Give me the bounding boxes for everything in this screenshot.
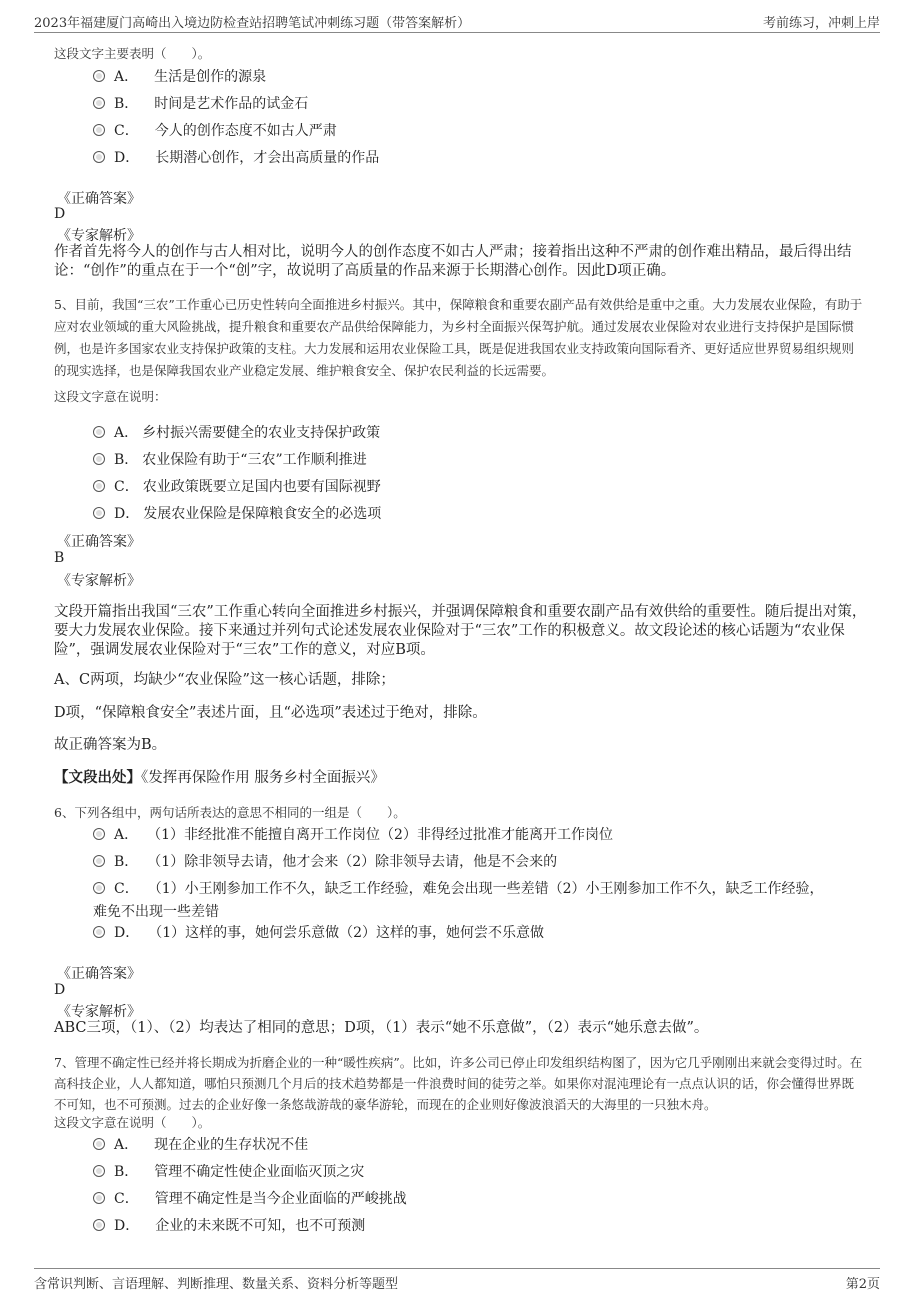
q7-option-d[interactable]: D． 企业的未来既不可知，也不可预测 — [93, 1215, 365, 1235]
q6-expert-label: 《专家解析》 — [57, 1004, 141, 1020]
q6-option-c-continued: 难免不出现一些差错 — [93, 904, 219, 920]
radio-icon[interactable] — [93, 1165, 105, 1177]
q7-stem: 这段文字意在说明（ ）。 — [54, 1115, 211, 1130]
radio-icon[interactable] — [93, 124, 105, 136]
q7-passage: 7、管理不确定性已经并将长期成为折磨企业的一种“暖性疾病”。比如，许多公司已停止印发组织结构图了，因为它几乎刚刚出来就会变得过时。在高科技企业，人人都知道，哪怕只预测几个月后的技术趋势都是一件浪费时间的徒劳之举。如果你对混沌理论有一点点认识的话，你会懂得世界既不可知，也不可预测。过去的企业好像一条悠哉游哉的豪华游轮，而现在的企业则好像波浪滔天的大海里的一只独木舟。 — [54, 1055, 863, 1112]
q5-analysis-p4: 故正确答案为B。 — [54, 737, 167, 753]
q7-option-a[interactable]: A． 现在企业的生存状况不佳 — [93, 1134, 308, 1154]
q5-option-c[interactable]: C． 农业政策既要立足国内也要有国际视野 — [93, 476, 381, 496]
q5-answer: B — [54, 550, 65, 566]
q6-option-c[interactable]: C． （1）小王刚参加工作不久，缺乏工作经验，难免会出现一些差错（2）小王刚参加工作不久，缺乏工作经验， — [93, 878, 824, 898]
radio-icon[interactable] — [93, 1192, 105, 1204]
radio-icon[interactable] — [93, 480, 105, 492]
header-slogan: 考前练习，冲刺上岸 — [762, 16, 880, 31]
radio-icon[interactable] — [93, 926, 105, 938]
q4-option-b[interactable]: B． 时间是艺术作品的试金石 — [93, 93, 308, 113]
q4-option-a[interactable]: A． 生活是创作的源泉 — [93, 66, 266, 86]
q6-option-b[interactable]: B． （1）除非领导去请，他才会来（2）除非领导去请，他是不会来的 — [93, 851, 557, 871]
radio-icon[interactable] — [93, 97, 105, 109]
q5-analysis-p3: D项，“保障粮食安全”表述片面，且“必选项”表述过于绝对，排除。 — [54, 705, 487, 721]
q5-analysis-p1: 文段开篇指出我国“三农”工作重心转向全面推进乡村振兴，并强调保障粮食和重要农副产品有效供给的重要性。随后提出对策，要大力发展农业保险。接下来通过并列句式论述发展农业保险对于“三农”工作的积极意义。故文段论述的核心话题为“农业保险”，强调发展农业保险对于“三农”工作的意义，对应B项。 — [54, 604, 867, 658]
q6-stem: 6、下列各组中，两句话所表达的意思不相同的一组是（ ）。 — [54, 805, 406, 820]
radio-icon[interactable] — [93, 1138, 105, 1150]
radio-icon[interactable] — [93, 1219, 105, 1231]
q5-expert-label: 《专家解析》 — [57, 573, 141, 589]
q7-option-c[interactable]: C． 管理不确定性是当今企业面临的严峻挑战 — [93, 1188, 407, 1208]
radio-icon[interactable] — [93, 828, 105, 840]
radio-icon[interactable] — [93, 151, 105, 163]
q5-source: 【文段出处】《发挥再保险作用 服务乡村全面振兴》 — [54, 769, 385, 786]
q4-stem: 这段文字主要表明（ ）。 — [54, 46, 211, 61]
q5-stem: 这段文字意在说明： — [54, 389, 167, 404]
q6-option-a[interactable]: A． （1）非经批准不能擅自离开工作岗位（2）非得经过批准才能离开工作岗位 — [93, 824, 613, 844]
footer-topics: 含常识判断、言语理解、判断推理、数量关系、资料分析等题型 — [34, 1277, 399, 1292]
q4-correct-label: 《正确答案》 — [57, 191, 141, 207]
radio-icon[interactable] — [93, 426, 105, 438]
q4-answer: D — [54, 206, 66, 222]
q5-passage: 5、目前，我国“三农”工作重心已历史性转向全面推进乡村振兴。其中，保障粮食和重要农副产品有效供给是重中之重。大力发展农业保险，有助于应对农业领域的重大风险挑战，提升粮食和重要农产品供给保障能力，为乡村全面振兴保驾护航。通过发展农业保险对农业进行支持保护是国际惯例，也是许多国家农业支持保护政策的支柱。大力发展和运用农业保险工具，既是促进我国农业支持政策向国际看齐、更好适应世界贸易组织规则的现实选择，也是保障我国农业产业稳定发展、维护粮食安全、保护农民利益的长远需要。 — [54, 297, 863, 378]
q4-analysis: 作者首先将今人的创作与古人相对比，说明今人的创作态度不如古人严肃；接着指出这种不严肃的创作难出精品，最后得出结论：“创作”的重点在于一个“创”字，故说明了高质量的作品来源于长期潜心创作。因此D项正确。 — [54, 244, 852, 279]
q5-analysis-p2: A、C两项，均缺少“农业保险”这一核心话题，排除； — [54, 672, 395, 688]
page-footer — [34, 1268, 880, 1293]
page-number: 第2页 — [845, 1277, 880, 1292]
q5-option-d[interactable]: D． 发展农业保险是保障粮食安全的必选项 — [93, 503, 381, 523]
q6-analysis: ABC三项，（1）、（2）均表达了相同的意思；D项，（1）表示“她不乐意做”，（2）表示“她乐意去做”。 — [54, 1020, 709, 1036]
radio-icon[interactable] — [93, 855, 105, 867]
q5-option-b[interactable]: B． 农业保险有助于“三农”工作顺利推进 — [93, 449, 367, 469]
radio-icon[interactable] — [93, 507, 105, 519]
radio-icon[interactable] — [93, 70, 105, 82]
page-header — [34, 10, 880, 33]
q6-correct-label: 《正确答案》 — [57, 966, 141, 982]
q5-correct-label: 《正确答案》 — [57, 534, 141, 550]
q5-option-a[interactable]: A． 乡村振兴需要健全的农业支持保护政策 — [93, 422, 380, 442]
q7-option-b[interactable]: B． 管理不确定性使企业面临灭顶之灾 — [93, 1161, 364, 1181]
radio-icon[interactable] — [93, 453, 105, 465]
q6-option-d[interactable]: D． （1）这样的事，她何尝乐意做（2）这样的事，她何尝不乐意做 — [93, 922, 544, 942]
q4-expert-label: 《专家解析》 — [57, 228, 141, 244]
radio-icon[interactable] — [93, 882, 105, 894]
q4-option-c[interactable]: C． 今人的创作态度不如古人严肃 — [93, 120, 337, 140]
q6-answer: D — [54, 982, 66, 998]
q4-option-d[interactable]: D． 长期潜心创作，才会出高质量的作品 — [93, 147, 379, 167]
header-title: 2023年福建厦门高崎出入境边防检查站招聘笔试冲刺练习题（带答案解析） — [34, 16, 471, 31]
